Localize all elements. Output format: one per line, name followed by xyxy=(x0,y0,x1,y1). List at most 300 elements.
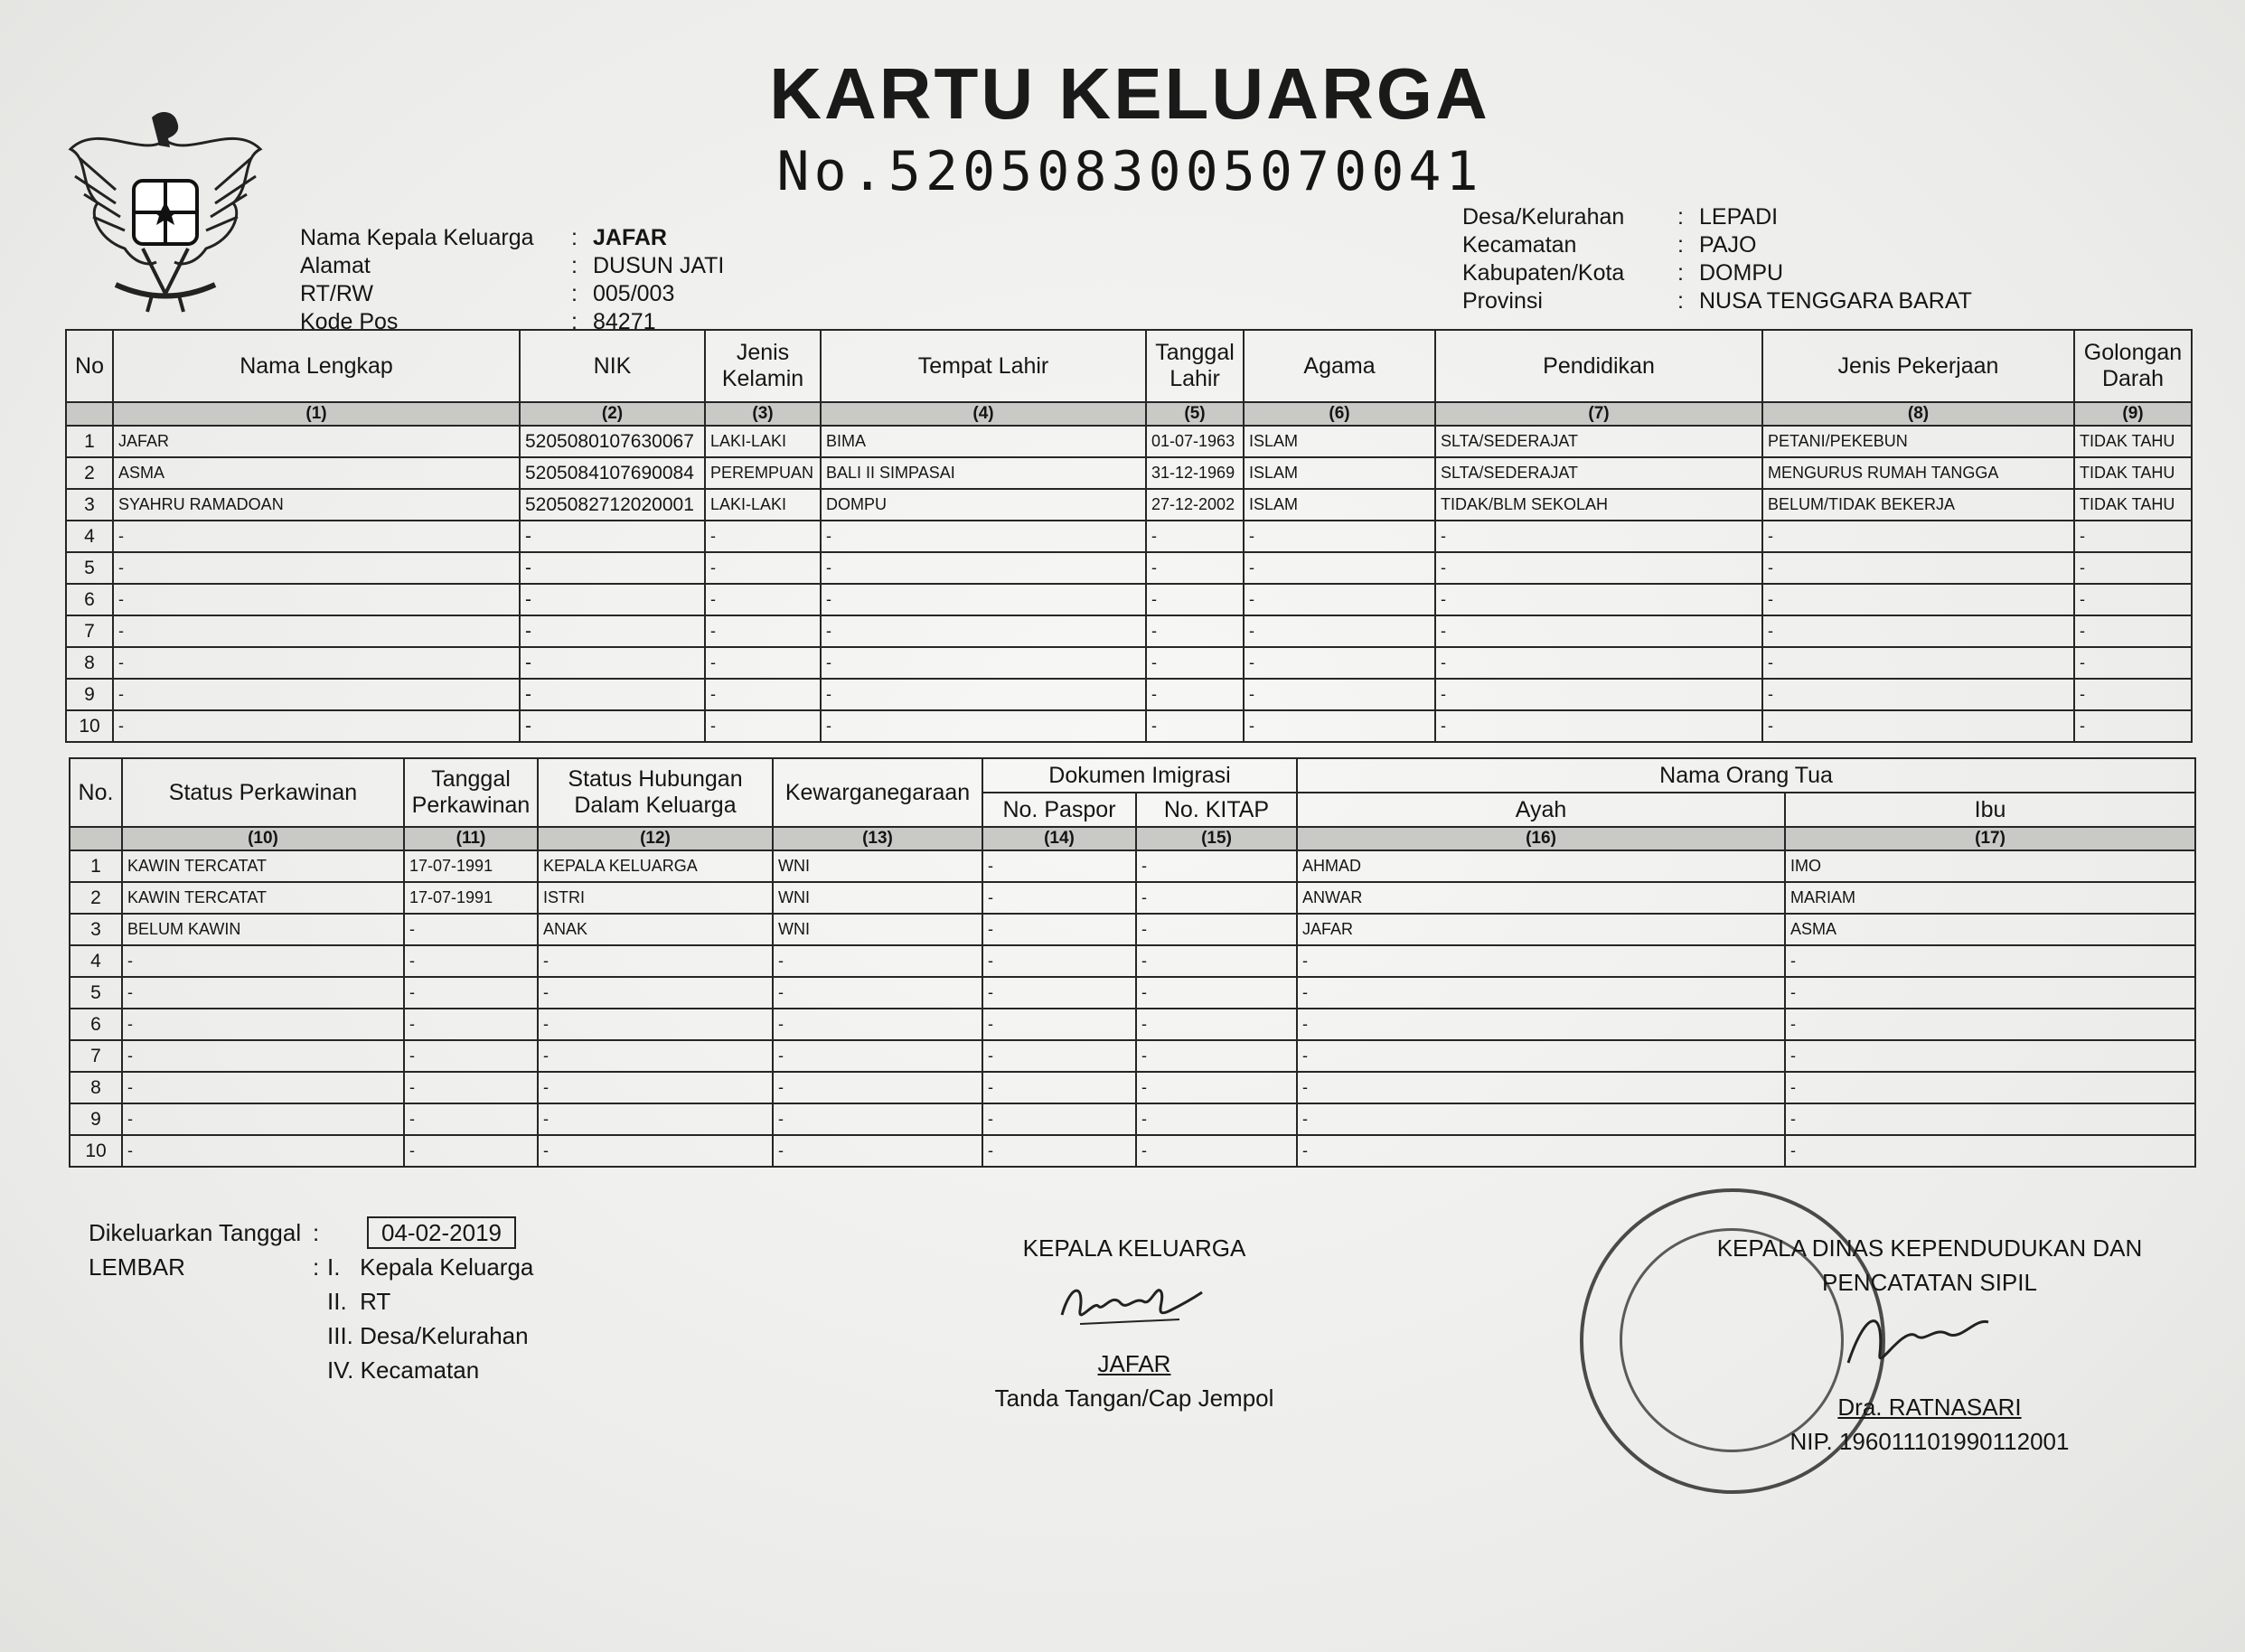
table-cell: - xyxy=(113,615,520,647)
column-index: (15) xyxy=(1136,827,1297,850)
table-row xyxy=(70,945,2195,977)
column-index: (9) xyxy=(2074,402,2192,426)
lembar-item: II. RT xyxy=(327,1288,391,1315)
table-cell: - xyxy=(1297,1009,1785,1040)
table-cell: - xyxy=(705,584,821,615)
table-cell: 7 xyxy=(70,1040,122,1072)
info-value: 84271 xyxy=(593,309,656,334)
table-cell: WNI xyxy=(773,882,982,914)
table-cell: - xyxy=(404,1009,538,1040)
info-colon: : xyxy=(1677,204,1684,230)
signatory-name: JAFAR xyxy=(1097,1350,1171,1377)
table-cell: - xyxy=(705,647,821,679)
table-row xyxy=(66,489,2192,521)
info-label: Provinsi xyxy=(1462,288,1543,314)
table-cell: BELUM KAWIN xyxy=(122,914,404,945)
column-index: (16) xyxy=(1297,827,1785,850)
table-cell: - xyxy=(122,1040,404,1072)
table-cell: LAKI-LAKI xyxy=(705,426,821,457)
table-cell: 8 xyxy=(70,1072,122,1103)
table-cell: TIDAK TAHU xyxy=(2074,426,2192,457)
table-cell: - xyxy=(1762,615,2074,647)
column-header: Ayah xyxy=(1297,793,1785,827)
table-cell: - xyxy=(1297,945,1785,977)
table-cell: 3 xyxy=(70,914,122,945)
table-cell: - xyxy=(1244,615,1435,647)
table-cell: - xyxy=(705,615,821,647)
table-cell: 6 xyxy=(66,584,113,615)
info-colon: : xyxy=(571,225,578,250)
table-row xyxy=(70,882,2195,914)
column-index: (11) xyxy=(404,827,538,850)
members-table xyxy=(65,329,2193,743)
table-header-row xyxy=(70,758,2195,793)
table-cell: - xyxy=(2074,521,2192,552)
table-cell: - xyxy=(1785,1103,2195,1135)
official-signature-icon xyxy=(1830,1300,2029,1381)
table-cell: - xyxy=(113,584,520,615)
table-cell: - xyxy=(821,647,1146,679)
official-title: PENCATATAN SIPIL xyxy=(1822,1269,2037,1296)
table-cell: - xyxy=(1146,552,1244,584)
table-cell: - xyxy=(520,521,705,552)
table-row xyxy=(66,679,2192,710)
table-cell: - xyxy=(982,1103,1136,1135)
table-cell: - xyxy=(1136,850,1297,882)
table-cell: - xyxy=(1785,1072,2195,1103)
column-header: Kewarganegaraan xyxy=(773,758,982,827)
table-cell: - xyxy=(1762,552,2074,584)
table-cell: - xyxy=(520,710,705,742)
table-cell: 5205080107630067 xyxy=(520,426,705,457)
info-label: Kode Pos xyxy=(300,309,399,334)
table-cell: WNI xyxy=(773,850,982,882)
table-cell: - xyxy=(1297,1103,1785,1135)
table-cell: - xyxy=(1762,521,2074,552)
table-cell: - xyxy=(1785,1040,2195,1072)
table-cell: - xyxy=(520,647,705,679)
column-index: (5) xyxy=(1146,402,1244,426)
table-cell: 5205084107690084 xyxy=(520,457,705,489)
table-cell: IMO xyxy=(1785,850,2195,882)
table-cell: - xyxy=(1435,552,1762,584)
table-cell: - xyxy=(538,1103,773,1135)
table-row xyxy=(70,1103,2195,1135)
table-cell: - xyxy=(982,882,1136,914)
table-cell: 2 xyxy=(66,457,113,489)
table-cell: - xyxy=(538,1040,773,1072)
column-header: Jenis Kelamin xyxy=(705,330,821,402)
column-header: Agama xyxy=(1244,330,1435,402)
table-cell: - xyxy=(122,1009,404,1040)
table-cell: - xyxy=(1762,584,2074,615)
info-label: Kabupaten/Kota xyxy=(1462,260,1625,286)
table-cell: - xyxy=(2074,584,2192,615)
table-cell: KAWIN TERCATAT xyxy=(122,882,404,914)
table-cell: - xyxy=(982,945,1136,977)
table-cell: - xyxy=(705,710,821,742)
table-cell: 6 xyxy=(70,1009,122,1040)
family-head-info xyxy=(300,224,724,336)
table-cell: - xyxy=(538,977,773,1009)
table-cell: TIDAK TAHU xyxy=(2074,457,2192,489)
column-header: Nama Orang Tua xyxy=(1297,758,2195,793)
table-cell: - xyxy=(705,552,821,584)
column-index: (12) xyxy=(538,827,773,850)
table-cell: TIDAK/BLM SEKOLAH xyxy=(1435,489,1762,521)
table-cell: - xyxy=(1762,679,2074,710)
table-cell: BELUM/TIDAK BEKERJA xyxy=(1762,489,2074,521)
table-cell: 9 xyxy=(70,1103,122,1135)
table-header-row xyxy=(66,330,2192,402)
table-cell: - xyxy=(1146,647,1244,679)
table-cell: - xyxy=(1136,1009,1297,1040)
table-cell: SLTA/SEDERAJAT xyxy=(1435,457,1762,489)
table-cell: TIDAK TAHU xyxy=(2074,489,2192,521)
lembar-colon: : xyxy=(313,1253,320,1281)
table-cell: - xyxy=(538,1072,773,1103)
table-cell: SYAHRU RAMADOAN xyxy=(113,489,520,521)
table-cell: - xyxy=(404,1135,538,1167)
table-cell: PETANI/PEKEBUN xyxy=(1762,426,2074,457)
column-header: Golongan Darah xyxy=(2074,330,2192,402)
info-value: PAJO xyxy=(1699,232,1757,258)
table-cell: - xyxy=(404,1103,538,1135)
table-cell: - xyxy=(1136,882,1297,914)
column-header: Nama Lengkap xyxy=(113,330,520,402)
table-cell: KEPALA KELUARGA xyxy=(538,850,773,882)
table-cell: - xyxy=(1146,679,1244,710)
table-row xyxy=(70,850,2195,882)
table-cell: - xyxy=(122,1135,404,1167)
info-row xyxy=(300,252,724,280)
table-cell: - xyxy=(821,615,1146,647)
issued-colon: : xyxy=(313,1219,320,1246)
table-cell: PEREMPUAN xyxy=(705,457,821,489)
table-cell: BIMA xyxy=(821,426,1146,457)
table-cell: ANAK xyxy=(538,914,773,945)
table-cell: - xyxy=(773,945,982,977)
info-row xyxy=(300,280,724,308)
table-cell: - xyxy=(1244,521,1435,552)
table-cell: - xyxy=(821,521,1146,552)
table-cell: - xyxy=(113,710,520,742)
table-cell: - xyxy=(821,584,1146,615)
table-cell: - xyxy=(821,552,1146,584)
info-value: 005/003 xyxy=(593,281,675,306)
signatory-title: KEPALA KELUARGA xyxy=(1022,1234,1246,1262)
column-index: (7) xyxy=(1435,402,1762,426)
table-cell: 4 xyxy=(66,521,113,552)
table-cell: ASMA xyxy=(113,457,520,489)
table-cell: - xyxy=(538,1009,773,1040)
garuda-emblem-icon xyxy=(61,104,269,316)
table-cell: 4 xyxy=(70,945,122,977)
table-cell: - xyxy=(1762,647,2074,679)
table-cell: 10 xyxy=(70,1135,122,1167)
table-cell: - xyxy=(982,1135,1136,1167)
column-index: (8) xyxy=(1762,402,2074,426)
table-cell: ISLAM xyxy=(1244,489,1435,521)
info-colon: : xyxy=(571,281,578,306)
family-head-signature-block xyxy=(981,1231,1288,1415)
table-cell: BALI II SIMPASAI xyxy=(821,457,1146,489)
table-cell: - xyxy=(1136,1103,1297,1135)
info-row xyxy=(1462,259,1972,287)
table-cell: MENGURUS RUMAH TANGGA xyxy=(1762,457,2074,489)
table-row xyxy=(70,1040,2195,1072)
column-index: (10) xyxy=(122,827,404,850)
info-label: Nama Kepala Keluarga xyxy=(300,225,534,250)
table-cell: - xyxy=(520,679,705,710)
column-index xyxy=(70,827,122,850)
table-row xyxy=(70,914,2195,945)
column-index: (2) xyxy=(520,402,705,426)
issue-date-row xyxy=(89,1216,533,1250)
table-cell: 27-12-2002 xyxy=(1146,489,1244,521)
table-cell: - xyxy=(773,1040,982,1072)
table-cell: - xyxy=(1244,679,1435,710)
table-cell: - xyxy=(2074,710,2192,742)
table-row xyxy=(66,647,2192,679)
table-cell: - xyxy=(982,977,1136,1009)
table-cell: 9 xyxy=(66,679,113,710)
table-cell: - xyxy=(1244,552,1435,584)
table-cell: - xyxy=(1244,710,1435,742)
table-cell: - xyxy=(1297,977,1785,1009)
table-row xyxy=(70,1135,2195,1167)
column-header: NIK xyxy=(520,330,705,402)
table-cell: JAFAR xyxy=(1297,914,1785,945)
column-header: Tanggal Perkawinan xyxy=(404,758,538,827)
table-cell: - xyxy=(773,1072,982,1103)
info-label: Kecamatan xyxy=(1462,232,1577,258)
table-cell: - xyxy=(1785,945,2195,977)
table-cell: - xyxy=(2074,615,2192,647)
column-header: Pendidikan xyxy=(1435,330,1762,402)
table-cell: 5205082712020001 xyxy=(520,489,705,521)
lembar-item: III. Desa/Kelurahan xyxy=(327,1322,529,1349)
table-cell: 7 xyxy=(66,615,113,647)
table-cell: ISTRI xyxy=(538,882,773,914)
table-cell: - xyxy=(1136,1040,1297,1072)
table-cell: - xyxy=(1146,615,1244,647)
document-title: KARTU KELUARGA xyxy=(769,53,1490,134)
info-colon: : xyxy=(571,309,578,334)
table-cell: - xyxy=(982,1040,1136,1072)
table-cell: - xyxy=(982,850,1136,882)
lembar-item: IV. Kecamatan xyxy=(327,1356,480,1384)
column-index: (4) xyxy=(821,402,1146,426)
table-cell: 8 xyxy=(66,647,113,679)
table-row xyxy=(66,615,2192,647)
info-value: DOMPU xyxy=(1699,260,1784,286)
column-index: (14) xyxy=(982,827,1136,850)
issued-date: 04-02-2019 xyxy=(367,1216,516,1249)
info-value: NUSA TENGGARA BARAT xyxy=(1699,288,1972,314)
table-cell: - xyxy=(404,945,538,977)
table-cell: - xyxy=(520,552,705,584)
table-cell: - xyxy=(1785,977,2195,1009)
table-cell: ISLAM xyxy=(1244,426,1435,457)
table-cell: - xyxy=(1244,647,1435,679)
info-colon: : xyxy=(1677,288,1684,314)
table-cell: - xyxy=(113,521,520,552)
table-cell: - xyxy=(1136,1072,1297,1103)
table-row xyxy=(66,584,2192,615)
table-cell: ASMA xyxy=(1785,914,2195,945)
table-cell: - xyxy=(982,1009,1136,1040)
column-header: Ibu xyxy=(1785,793,2195,827)
table-cell: - xyxy=(2074,647,2192,679)
table-row xyxy=(70,1072,2195,1103)
table-cell: - xyxy=(122,1103,404,1135)
issued-label: Dikeluarkan Tanggal xyxy=(89,1219,302,1246)
table-cell: 1 xyxy=(70,850,122,882)
info-label: RT/RW xyxy=(300,281,374,306)
table-cell: - xyxy=(520,615,705,647)
column-header: No. KITAP xyxy=(1136,793,1297,827)
table-cell: - xyxy=(982,1072,1136,1103)
table-cell: - xyxy=(1435,679,1762,710)
lembar-label: LEMBAR xyxy=(89,1253,185,1281)
table-cell: - xyxy=(1435,647,1762,679)
info-row xyxy=(1462,231,1972,259)
table-cell: - xyxy=(113,647,520,679)
table-cell: - xyxy=(1146,521,1244,552)
region-info xyxy=(1462,203,1972,315)
lembar-item: I. Kepala Keluarga xyxy=(327,1253,534,1281)
table-cell: - xyxy=(1297,1040,1785,1072)
table-cell: - xyxy=(1435,615,1762,647)
table-cell: 2 xyxy=(70,882,122,914)
table-cell: JAFAR xyxy=(113,426,520,457)
table-cell: - xyxy=(538,945,773,977)
table-cell: KAWIN TERCATAT xyxy=(122,850,404,882)
column-header: Status Hubungan Dalam Keluarga xyxy=(538,758,773,827)
official-signature-block xyxy=(1677,1231,2183,1459)
column-index: (3) xyxy=(705,402,821,426)
info-colon: : xyxy=(1677,232,1684,258)
table-cell: - xyxy=(773,1009,982,1040)
table-cell: 01-07-1963 xyxy=(1146,426,1244,457)
official-title: KEPALA DINAS KEPENDUDUKAN DAN xyxy=(1716,1234,2143,1262)
column-index: (13) xyxy=(773,827,982,850)
table-cell: WNI xyxy=(773,914,982,945)
official-nip: NIP. 196011101990112001 xyxy=(1789,1428,2070,1455)
table-cell: DOMPU xyxy=(821,489,1146,521)
info-colon: : xyxy=(1677,260,1684,286)
table-cell: - xyxy=(1146,584,1244,615)
table-cell: 1 xyxy=(66,426,113,457)
table-cell: - xyxy=(1435,584,1762,615)
info-colon: : xyxy=(571,253,578,278)
table-cell: - xyxy=(404,914,538,945)
info-value: DUSUN JATI xyxy=(593,253,725,278)
table-row xyxy=(66,710,2192,742)
official-name: Dra. RATNASARI xyxy=(1837,1394,2022,1421)
info-row xyxy=(1462,287,1972,315)
table-row xyxy=(66,426,2192,457)
table-cell: - xyxy=(520,584,705,615)
lembar-row xyxy=(89,1250,533,1387)
column-header: Tanggal Lahir xyxy=(1146,330,1244,402)
table-cell: 10 xyxy=(66,710,113,742)
table-cell: MARIAM xyxy=(1785,882,2195,914)
table-cell: - xyxy=(1244,584,1435,615)
column-header: Jenis Pekerjaan xyxy=(1762,330,2074,402)
info-label: Alamat xyxy=(300,253,371,278)
table-cell: - xyxy=(113,679,520,710)
column-index: (17) xyxy=(1785,827,2195,850)
table-cell: 17-07-1991 xyxy=(404,850,538,882)
table-cell: - xyxy=(2074,552,2192,584)
table-row xyxy=(66,552,2192,584)
column-header: No. xyxy=(70,758,122,827)
table-cell: 5 xyxy=(70,977,122,1009)
signature-icon xyxy=(1044,1265,1225,1338)
table-row xyxy=(66,457,2192,489)
signature-caption: Tanda Tangan/Cap Jempol xyxy=(994,1384,1274,1412)
column-header: Status Perkawinan xyxy=(122,758,404,827)
table-cell: - xyxy=(122,1072,404,1103)
table-row xyxy=(66,521,2192,552)
table-cell: ANWAR xyxy=(1297,882,1785,914)
column-index-row xyxy=(70,827,2195,850)
table-cell: - xyxy=(1297,1072,1785,1103)
table-cell: - xyxy=(1297,1135,1785,1167)
table-cell: - xyxy=(1136,945,1297,977)
table-cell: - xyxy=(1435,521,1762,552)
table-cell: - xyxy=(821,679,1146,710)
column-index xyxy=(66,402,113,426)
status-table xyxy=(69,757,2196,1168)
table-cell: - xyxy=(705,521,821,552)
table-cell: ISLAM xyxy=(1244,457,1435,489)
info-value: JAFAR xyxy=(593,225,667,250)
info-row xyxy=(300,224,724,252)
lembar-list xyxy=(327,1250,533,1387)
table-cell: 31-12-1969 xyxy=(1146,457,1244,489)
table-cell: - xyxy=(1136,1135,1297,1167)
column-index-row xyxy=(66,402,2192,426)
column-index: (1) xyxy=(113,402,520,426)
table-cell: SLTA/SEDERAJAT xyxy=(1435,426,1762,457)
table-cell: - xyxy=(2074,679,2192,710)
table-cell: - xyxy=(1435,710,1762,742)
table-cell: - xyxy=(1136,977,1297,1009)
table-cell: - xyxy=(538,1135,773,1167)
kk-number: No.5205083005070041 xyxy=(776,140,1483,203)
table-cell: - xyxy=(1762,710,2074,742)
table-cell: 17-07-1991 xyxy=(404,882,538,914)
table-cell: - xyxy=(773,977,982,1009)
table-row xyxy=(70,1009,2195,1040)
table-cell: AHMAD xyxy=(1297,850,1785,882)
column-header: No. Paspor xyxy=(982,793,1136,827)
table-cell: - xyxy=(122,977,404,1009)
info-value: LEPADI xyxy=(1699,204,1779,230)
table-cell: - xyxy=(113,552,520,584)
table-cell: - xyxy=(122,945,404,977)
table-cell: LAKI-LAKI xyxy=(705,489,821,521)
table-cell: - xyxy=(982,914,1136,945)
table-cell: - xyxy=(705,679,821,710)
table-cell: 3 xyxy=(66,489,113,521)
table-cell: 5 xyxy=(66,552,113,584)
table-cell: - xyxy=(1785,1135,2195,1167)
table-cell: - xyxy=(773,1135,982,1167)
